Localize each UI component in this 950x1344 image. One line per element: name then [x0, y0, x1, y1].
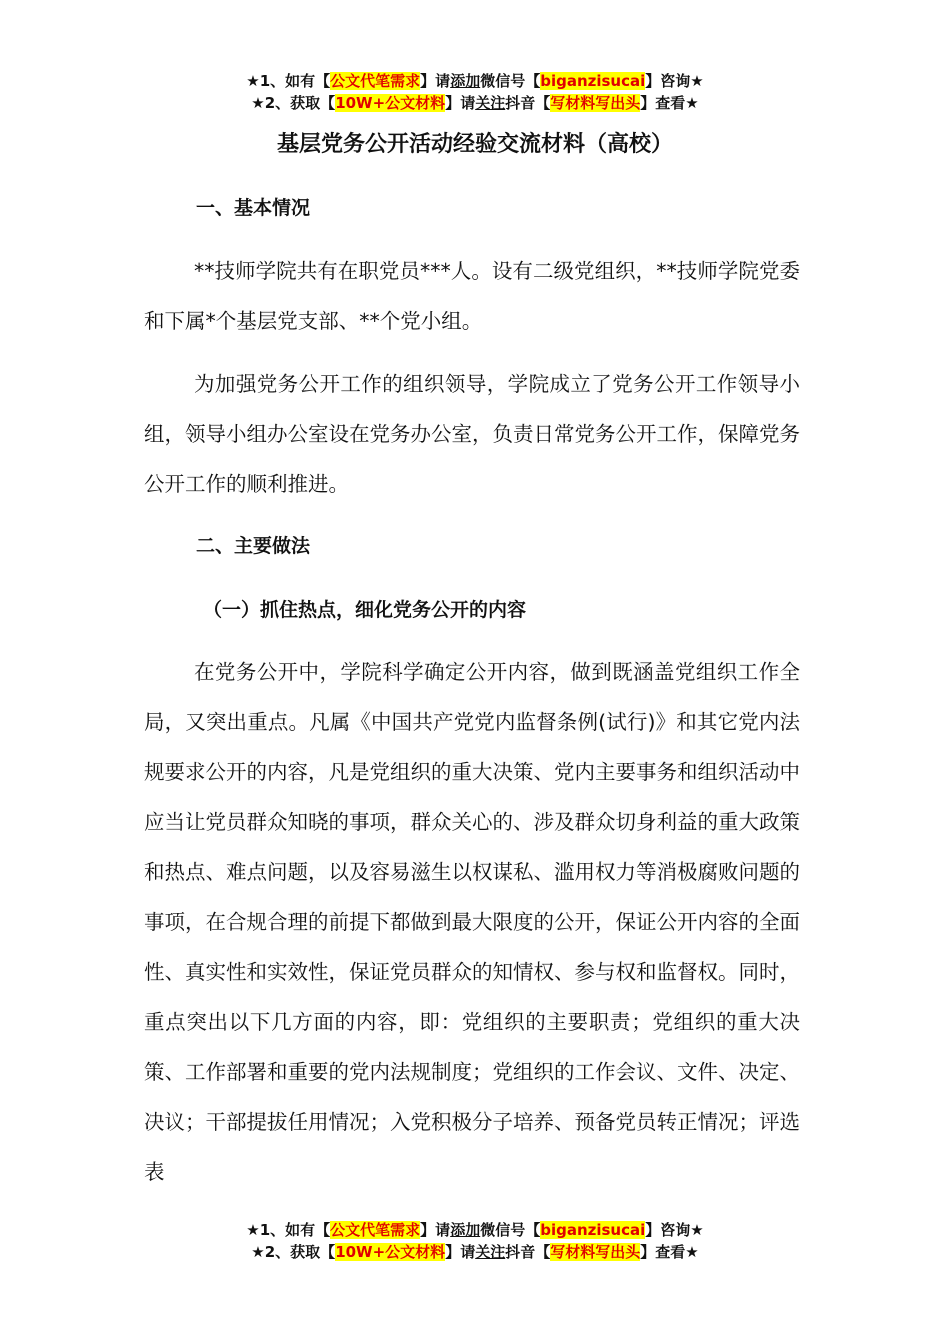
section-heading-basic-info: 一、基本情况 [196, 197, 311, 219]
highlight-materials: 10W+公文材料 [335, 1243, 446, 1261]
highlight-service: 公文代笔需求 [330, 1221, 421, 1239]
header-promo [0, 70, 950, 114]
document-title: 基层党务公开活动经验交流材料（高校） [276, 132, 673, 157]
header-promo-line-2: ★2、获取【10W+公文材料】请关注抖音【写材料写出头】查看★ [251, 94, 699, 112]
header-promo-line-1: ★1、如有【公文代笔需求】请添加微信号【biganzisucai】咨询★ [246, 72, 704, 90]
highlight-materials: 10W+公文材料 [335, 94, 446, 112]
section-heading-main-practices: 二、主要做法 [196, 535, 311, 557]
paragraph-disclosure-content: 在党务公开中，学院科学确定公开内容，做到既涵盖党组织工作全局，又突出重点。凡属《中国共产党党内监督条例(试行)》和其它党内法规要求公开的内容，凡是党组织的重大决策、党内主要事务和组织活动中应当让党员群众知晓的事项，群众关心的、涉及群众切身利益的重大政策和热点、难点问题，以及容易滋生以权谋私、滥用权力等消极腐败问题的事项，在合规合理的前提下都做到最大限度的公开，保证公开内容的全面性、真实性和实效性，保证党员群众的知情权、参与权和监督权。同时，重点突出以下几方面的内容，即：党组织的主要职责；党组织的重大决策、工作部署和重要的党内法规制度；党组织的工作会议、文件、决定、决议；干部提拔任用情况；入党积极分子培养、预备党员转正情况；评选表 [144, 660, 800, 1184]
highlight-wechat-id: biganzisucai [540, 1221, 646, 1239]
footer-promo-line-1: ★1、如有【公文代笔需求】请添加微信号【biganzisucai】咨询★ [246, 1221, 704, 1239]
highlight-douyin-account: 写材料写出头 [550, 1243, 641, 1261]
highlight-service: 公文代笔需求 [330, 72, 421, 90]
subsection-heading-hotspots: （一）抓住热点，细化党务公开的内容 [203, 599, 527, 621]
footer-promo-line-2: ★2、获取【10W+公文材料】请关注抖音【写材料写出头】查看★ [251, 1243, 699, 1261]
paragraph-leadership-group: 为加强党务公开工作的组织领导，学院成立了党务公开工作领导小组，领导小组办公室设在党务办公室，负责日常党务公开工作，保障党务公开工作的顺利推进。 [144, 372, 800, 496]
footer-promo [0, 1219, 950, 1263]
highlight-douyin-account: 写材料写出头 [550, 94, 641, 112]
paragraph-party-members: **技师学院共有在职党员***人。设有二级党组织，**技师学院党委和下属*个基层党支部、**个党小组。 [144, 259, 800, 333]
highlight-wechat-id: biganzisucai [540, 72, 646, 90]
